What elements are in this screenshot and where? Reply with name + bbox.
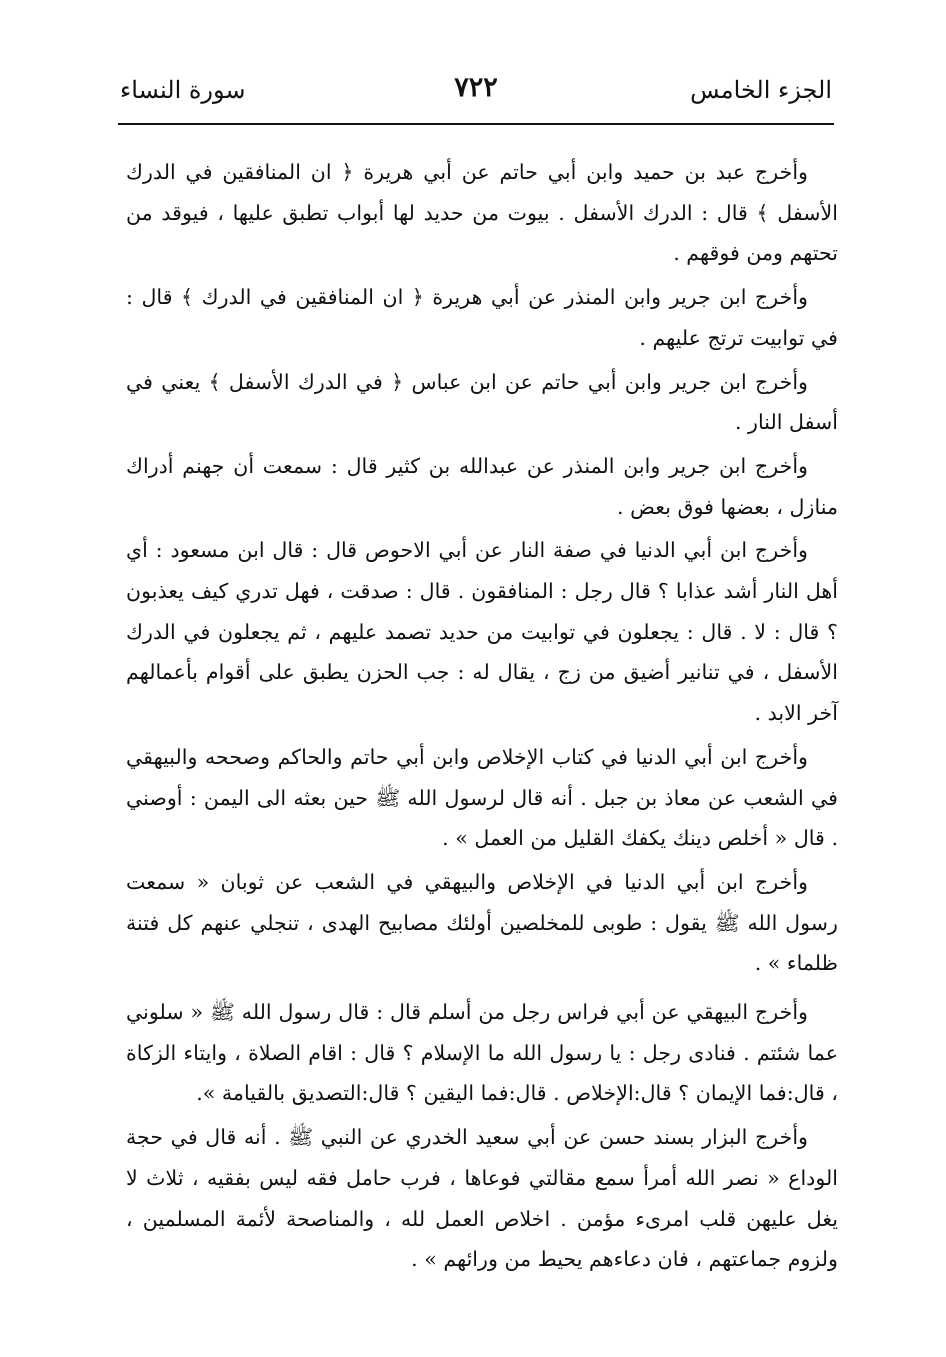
paragraph: وأخرج ابن جرير وابن المنذر عن أبي هريرة ﴿ ان المنافقين في الدرك ﴾ قال : في توابيت ترتج عليهم . <box>126 285 838 350</box>
paragraph: وأخرج ابن جرير وابن المنذر عن عبدالله بن كثير قال : سمعت أن جهنم أدراك منازل ، بعضها فوق بعض . <box>126 453 838 519</box>
page-body <box>126 152 838 1280</box>
paragraph: وأخرج ابن جرير وابن أبي حاتم عن ابن عباس ﴿ في الدرك الأسفل ﴾ يعني في أسفل النار . <box>126 369 838 435</box>
page-number: ٧٢٢ <box>454 72 498 103</box>
paragraph: وأخرج البيهقي عن أبي فراس رجل من أسلم قال : قال رسول الله ﷺ « سلوني عما شئتم . فنادى رجل : يا رسول الله ما الإسلام ؟ قال : اقام الصلاة ، وايتاء الزكاة ، قال:فما الإيمان ؟ قال:الإخلاص . قال:فما اليقين ؟ قال:التصديق بالقيامة ». <box>126 1000 838 1106</box>
paragraph: وأخرج ابن أبي الدنيا في كتاب الإخلاص وابن أبي حاتم والحاكم وصححه والبيهقي في الشعب عن معاذ بن جبل . أنه قال لرسول الله ﷺ حين بعثه الى اليمن : أوصني . قال « أخلص دينك يكفك القليل من العمل » . <box>126 744 838 851</box>
paragraph: وأخرج عبد بن حميد وابن أبي حاتم عن أبي هريرة ﴿ ان المنافقين في الدرك الأسفل ﴾ قال : الدرك الأسفل . بيوت من حديد لها أبواب تطبق عليها ، فيوقد من تحتهم ومن فوقهم . <box>126 160 838 266</box>
header-rule <box>118 123 834 125</box>
surah-title: سورة النساء <box>120 76 246 104</box>
paragraph: وأخرج البزار بسند حسن عن أبي سعيد الخدري عن النبي ﷺ . أنه قال في حجة الوداع « نصر الله أمرأ سمع مقالتي فوعاها ، فرب حامل فقه ليس بفقيه ، ثلاث لا يغل عليهن قلب امرىء مؤمن . اخلاص العمل لله ، والمناصحة لأئمة المسلمين ، ولزوم جماعتهم ، فان دعاءهم يحيط من ورائهم » . <box>126 1125 838 1272</box>
paragraph: وأخرج ابن أبي الدنيا في الإخلاص والبيهقي في الشعب عن ثوبان « سمعت رسول الله ﷺ يقول : طوبى للمخلصين أولئك مصابيح الهدى ، تنجلي عنهم كل فتنة ظلماء » . <box>126 869 838 976</box>
paragraph: وأخرج ابن أبي الدنيا في صفة النار عن أبي الاحوص قال : قال ابن مسعود : أي أهل النار أشد عذابا ؟ قال رجل : المنافقون . قال : صدقت ، فهل تدري كيف يعذبون ؟ قال : لا . قال : يجعلون في توابيت من حديد تصمد عليهم ، ثم يجعلون في الدرك الأسفل ، في تنانير أضيق من زج ، يقال له : جب الحزن يطبق على أقوام بأعمالهم آخر الابد . <box>126 538 838 726</box>
part-title: الجزء الخامس <box>690 76 832 104</box>
page-header <box>120 70 832 118</box>
